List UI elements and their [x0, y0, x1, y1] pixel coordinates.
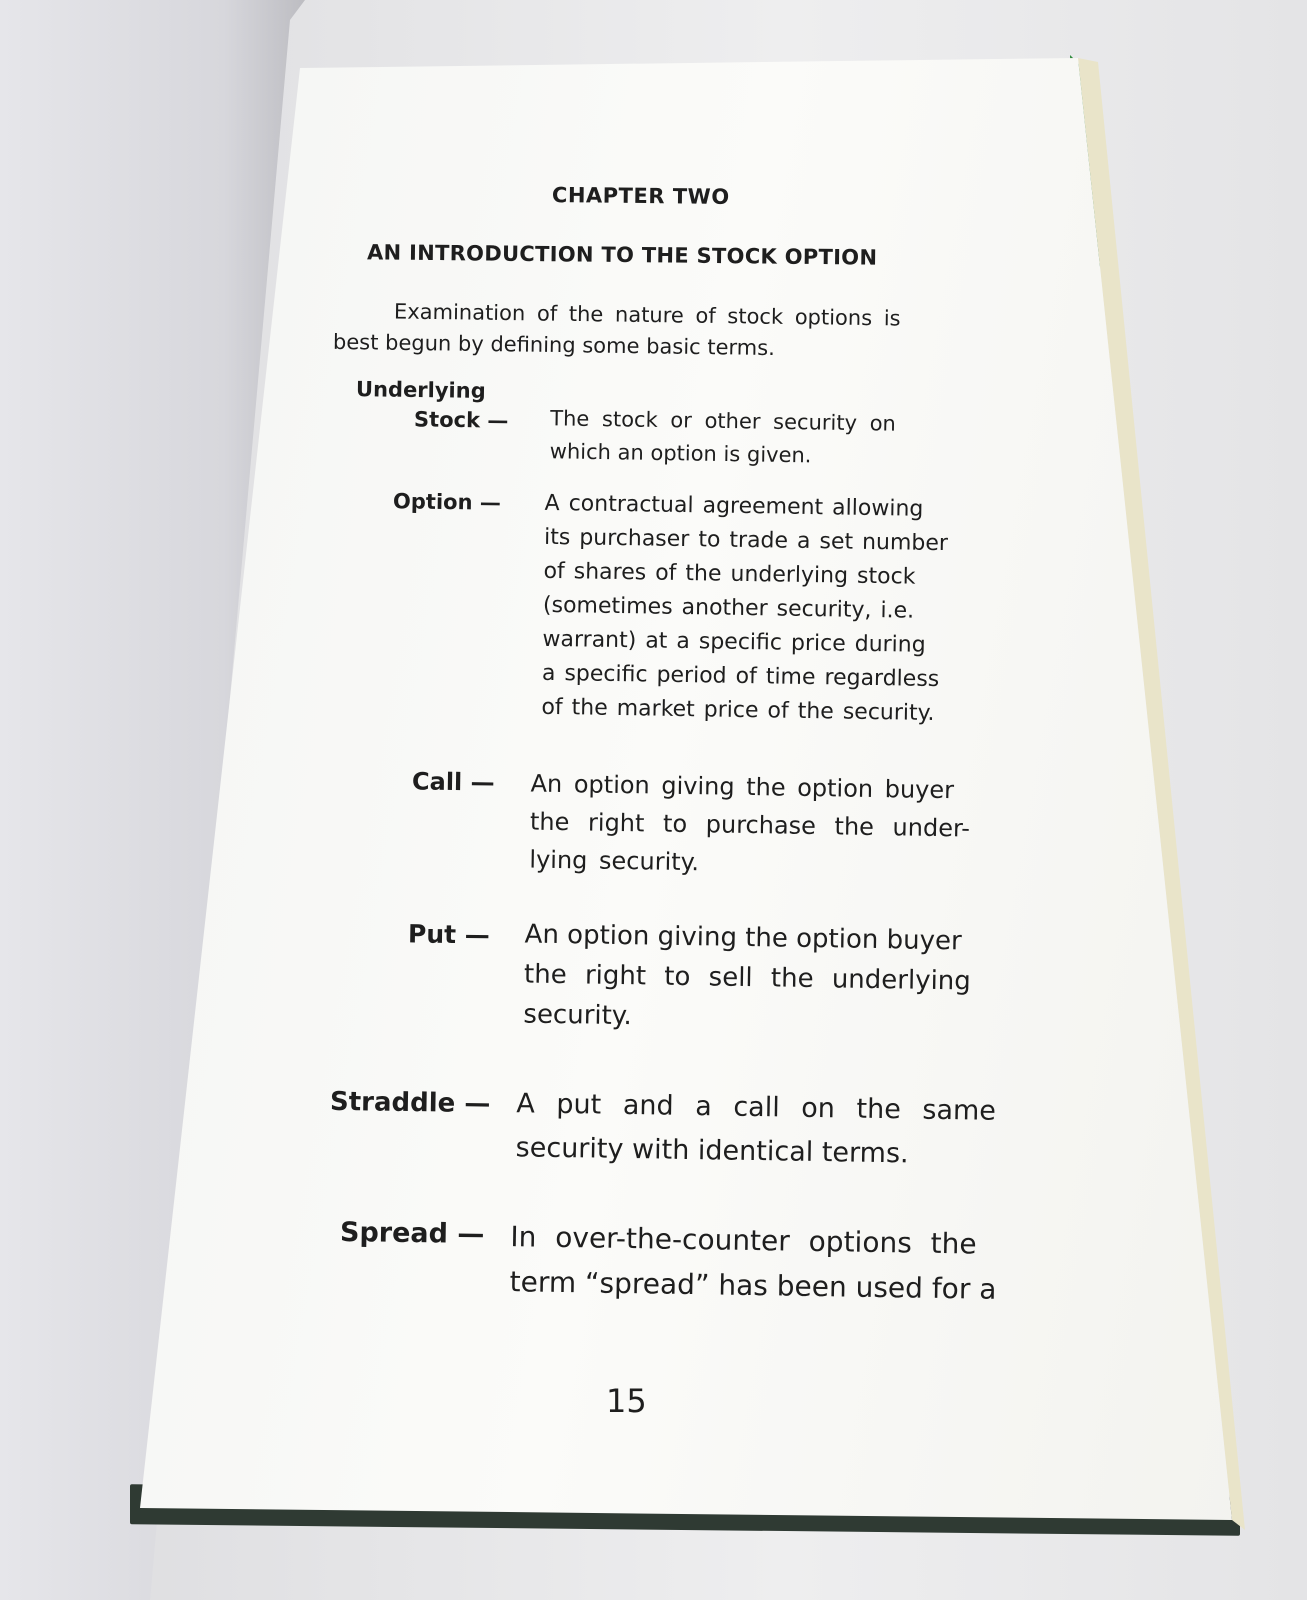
definition-line: An option giving the option buyer: [530, 769, 955, 805]
definition-line: of shares of the underlying stock: [543, 558, 916, 590]
definition-line: (sometimes another security, i.e.: [542, 592, 915, 624]
definition-line: security with identical terms.: [515, 1132, 909, 1170]
definition-line: The stock or other security on: [550, 406, 897, 436]
definition-line: its purchaser to trade a set number: [543, 524, 949, 557]
definition-line: A contractual agreement allowing: [544, 490, 924, 522]
definition-line: lying security.: [529, 845, 700, 877]
chapter-title: AN INTRODUCTION TO THE STOCK OPTION: [366, 240, 878, 270]
term-option: Option —: [392, 489, 501, 515]
page-number: 15: [606, 1382, 647, 1420]
definition-line: In over-the-counter options the: [510, 1220, 977, 1261]
definition-line: A put and a call on the same: [516, 1088, 997, 1127]
definition-line: the right to purchase the under-: [529, 807, 971, 843]
intro-line-2: best begun by defining some basic terms.: [332, 329, 776, 361]
intro-line-1: Examination of the nature of stock options is: [393, 299, 901, 331]
chapter-heading: CHAPTER TWO: [551, 183, 730, 209]
definition-line: which an option is given.: [549, 438, 812, 467]
term-spread: Spread —: [339, 1216, 485, 1251]
definition-line: security.: [523, 999, 632, 1032]
definition-line: An option giving the option buyer: [524, 919, 962, 957]
term-call: Call —: [411, 767, 495, 797]
term-straddle: Straddle —: [329, 1086, 491, 1120]
definition-line: term “spread” has been used for a: [509, 1265, 997, 1306]
term-underlying-stock: Stock —: [413, 407, 509, 433]
definition-line: warrant) at a specific price during: [542, 626, 926, 658]
term-underlying-label: Underlying: [355, 377, 486, 403]
definition-option: [541, 487, 949, 731]
definition-call: [529, 765, 971, 886]
definition-line: the right to sell the underlying: [523, 959, 972, 997]
definition-spread: [509, 1214, 997, 1312]
definition-underlying-stock: [550, 402, 897, 473]
definition-line: a specific period of time regardless: [541, 660, 940, 693]
definition-straddle: [515, 1082, 996, 1178]
definition-line: of the market price of the security.: [541, 694, 935, 726]
definition-put: [523, 914, 972, 1041]
term-put: Put —: [407, 919, 490, 950]
